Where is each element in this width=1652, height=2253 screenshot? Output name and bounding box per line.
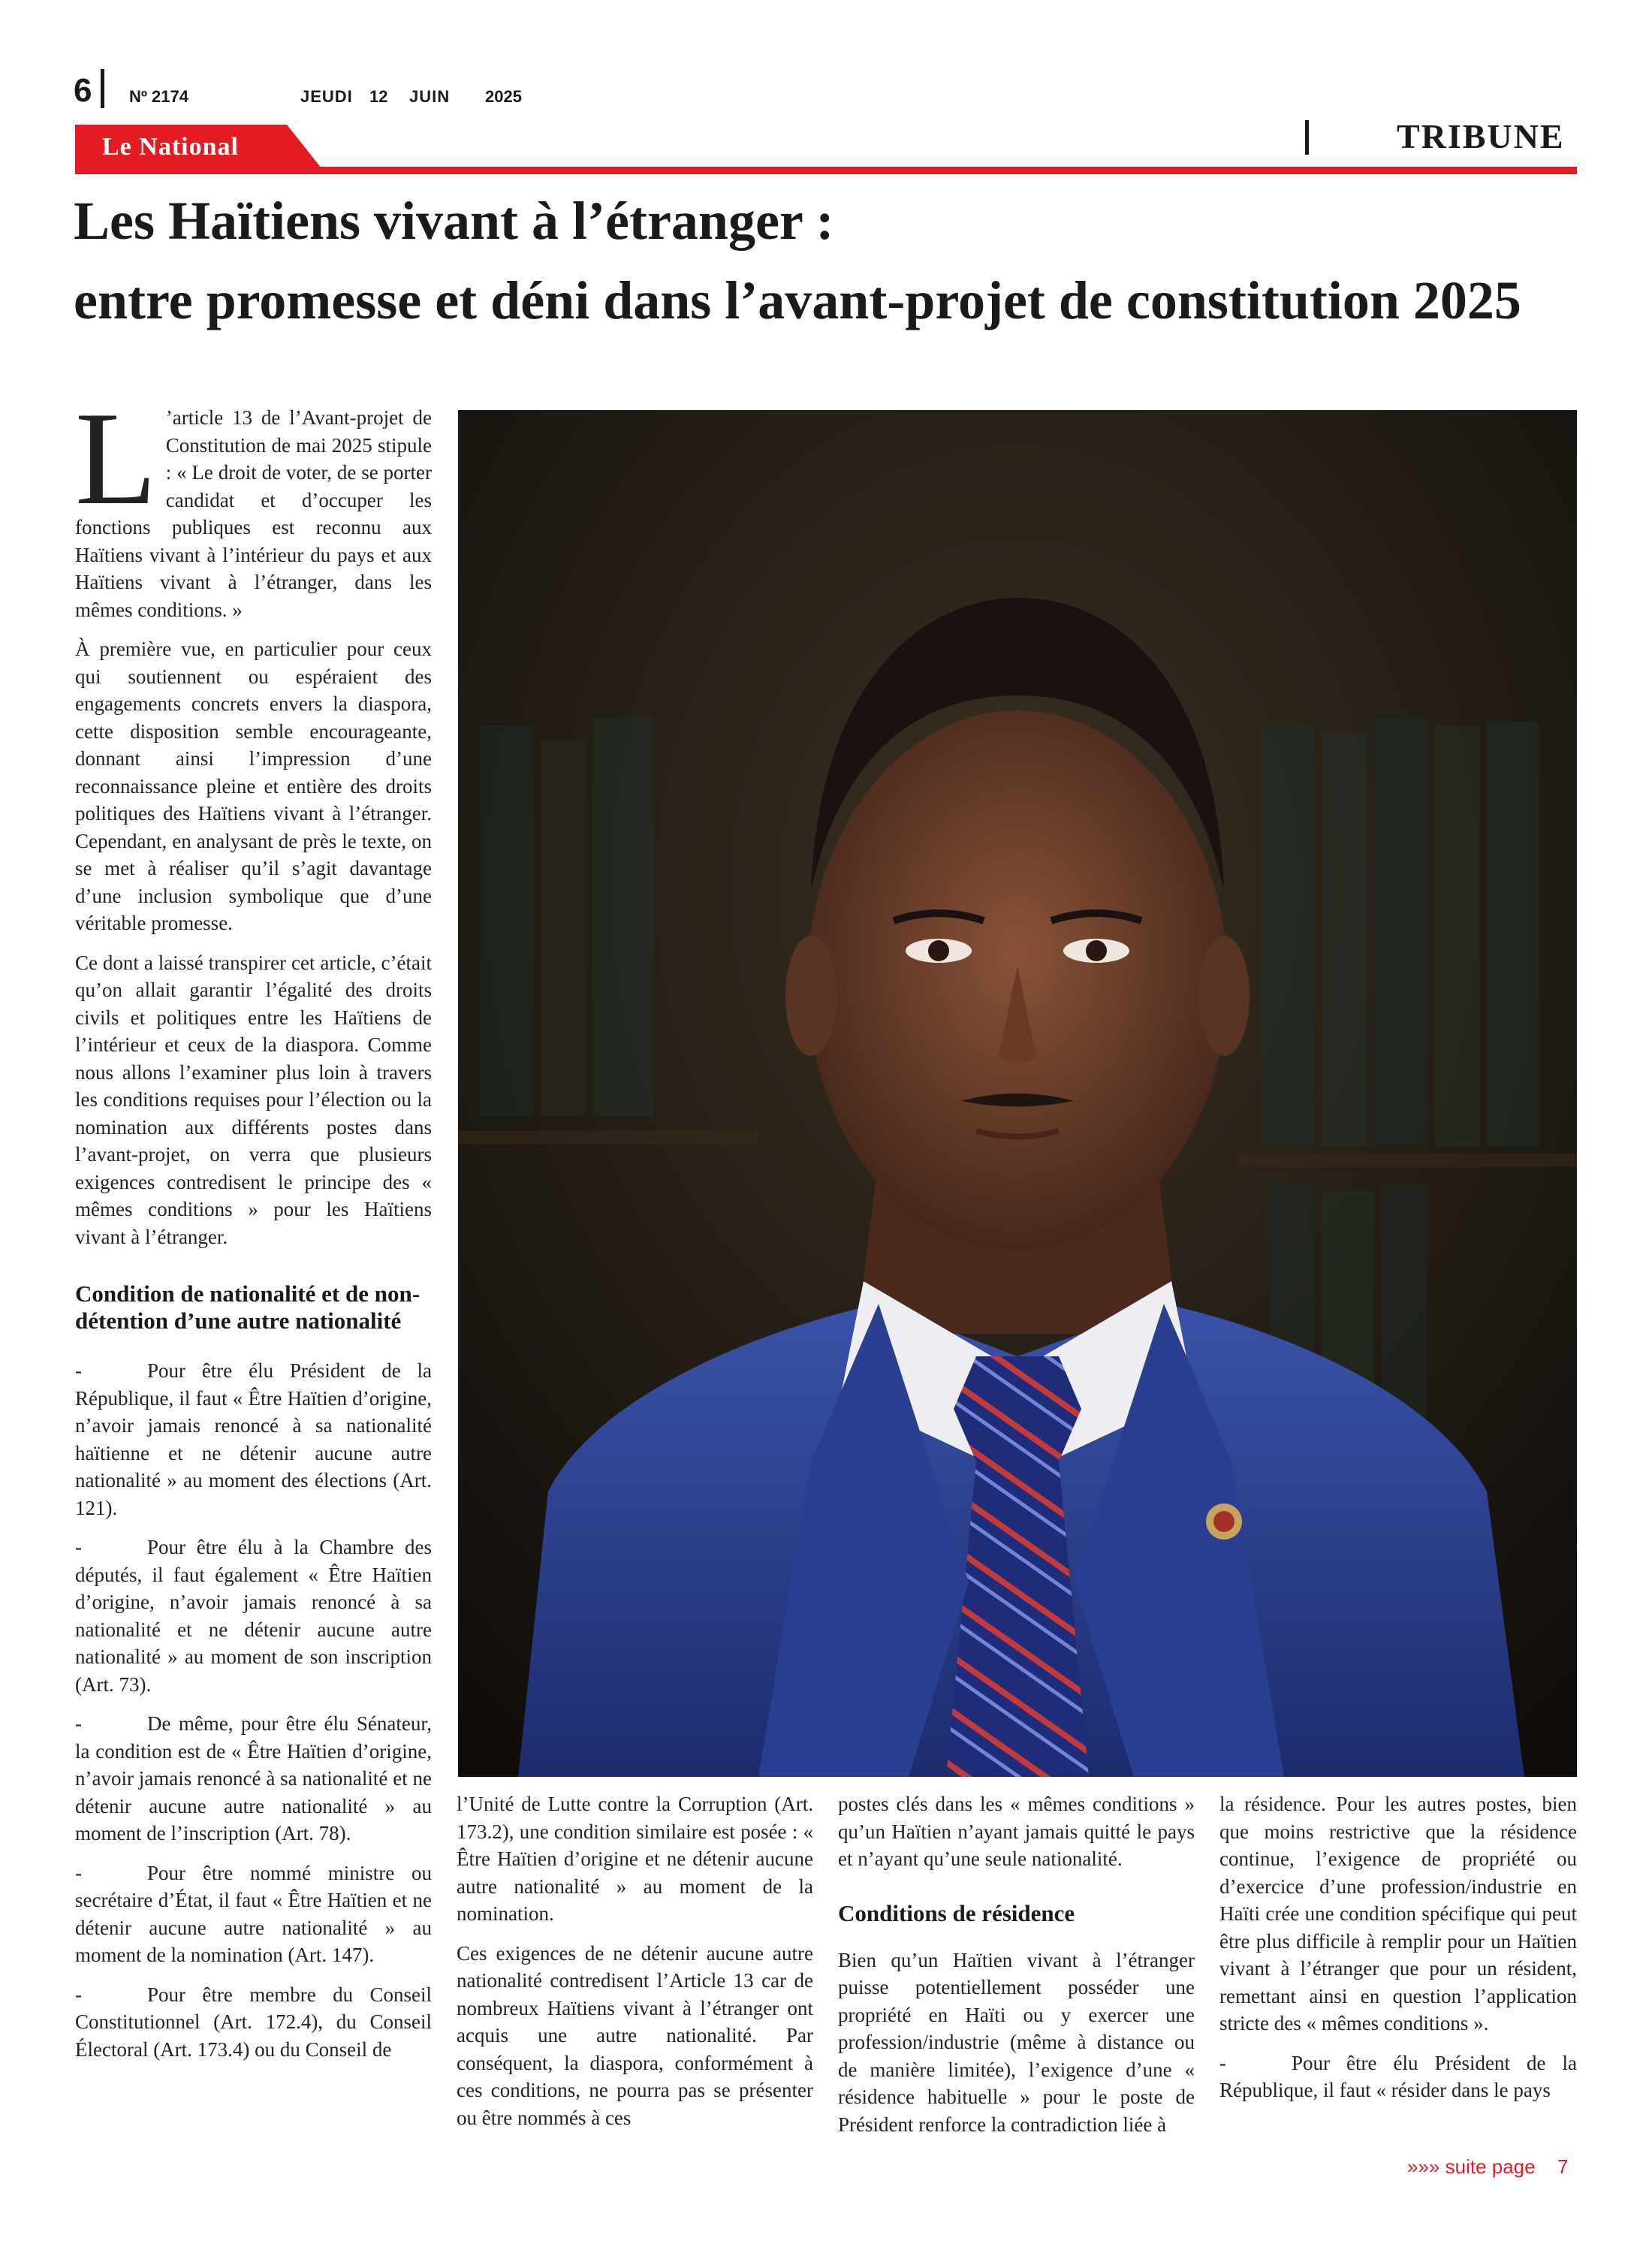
bullet-text: De même, pour être élu Sénateur, la condition est de « Être Haïtien d’origine, n’avoir jamais renoncé à sa nationalité et ne détenir aucune autre nationalité » au moment de l’inscription (Art. 78). xyxy=(75,1712,432,1844)
issue-year: 2025 xyxy=(485,87,522,106)
bullet-dash: - xyxy=(75,1359,82,1382)
article-column-2 xyxy=(457,1790,813,2143)
bullet-text: Pour être élu à la Chambre des députés, il faut également « Être Haïtien d’origine, n’avoir jamais renoncé à sa nationalité et ne détenir aucune autre nationalité » au moment de son inscription (Art. 73). xyxy=(75,1536,432,1696)
page-number-divider xyxy=(101,69,104,108)
bullet-item xyxy=(75,1859,432,1969)
drop-cap: L xyxy=(75,384,157,532)
bullet-item xyxy=(75,1534,432,1698)
issue-day: JEUDI xyxy=(300,87,353,106)
paragraph: l’Unité de Lutte contre la Corruption (Art. 173.2), une condition similaire est posée : « Être Haïtien d’origine et ne détenir aucune autre nationalité » au moment de la nomination. xyxy=(457,1793,813,1925)
article-column-4 xyxy=(1219,1790,1577,2116)
bullet-dash: - xyxy=(1219,2051,1226,2074)
bullet-item xyxy=(75,1357,432,1522)
intro-paragraph xyxy=(75,384,432,623)
section-divider xyxy=(1305,120,1309,155)
paragraph: postes clés dans les « mêmes conditions » qu’un Haïtien n’ayant jamais quitté le pays et n’ayant qu’une seule nationalité. xyxy=(838,1793,1195,1870)
paragraph: Bien qu’un Haïtien vivant à l’étranger puisse potentiellement posséder une propriété en Haïti ou y exercer une profession/industrie (même à distance ou de manière limitée), l’exigence d’une « résidence habituelle » pour le poste de Président renforce la contradiction liée à xyxy=(838,1948,1195,2136)
bullet-text: Pour être élu Président de la République, il faut « résider dans le pays xyxy=(1219,2051,1577,2101)
subheading-nationality: Condition de nationalité et de non-détention d’une autre nationalité xyxy=(75,1280,421,1334)
bullet-text: Pour être élu Président de la République, il faut « Être Haïtien d’origine, n’avoir jamais renoncé à sa nationalité haïtienne et ne détenir aucune autre nationalité » au moment des élections (Art. 121). xyxy=(75,1359,432,1519)
continued-on-label: »»» suite page xyxy=(1407,2155,1536,2178)
bullet-dash: - xyxy=(75,1536,82,1558)
header-rule xyxy=(75,167,1577,174)
headline-line-1: Les Haïtiens vivant à l’étranger : xyxy=(74,191,834,251)
issue-date: 12 xyxy=(369,87,388,106)
bullet-dash: - xyxy=(75,1983,82,2006)
subheading-residence: Conditions de résidence xyxy=(838,1899,1075,1926)
bullet-dash: - xyxy=(75,1861,82,1884)
paragraph: Ce dont a laissé transpirer cet article, c’était qu’on allait garantir l’égalité des droits civils et politiques entre les Haïtiens de l’intérieur et ceux de la diaspora. Comme nous allons l’examiner plus loin à travers les conditions requises pour l’élection ou la nomination aux différents postes dans l’avant-projet, on verra que plusieurs exigences contredisent le principe des « mêmes conditions » pour les Haïtiens vivant à l’étranger. xyxy=(75,951,432,1248)
bullet-item xyxy=(1219,2049,1577,2104)
paragraph: À première vue, en particulier pour ceux qui soutiennent ou espéraient des engagements concrets envers la diaspora, cette disposition semble encourageante, donnant ainsi l’impression d’une reconnaissance pleine et entière des droits politiques des Haïtiens vivant à l’étranger. Cependant, en analysant de près le texte, on se met à réaliser qu’il s’agit davantage d’une inclusion symbolique que d’une véritable promesse. xyxy=(75,638,432,934)
article-column-1 xyxy=(75,384,432,2075)
issue-number: Nº 2174 xyxy=(129,87,188,106)
bullet-item xyxy=(75,1981,432,2064)
portrait-photo xyxy=(458,410,1577,1777)
bullet-dash: - xyxy=(75,1712,82,1735)
bullet-item xyxy=(75,1710,432,1847)
paragraph: la résidence. Pour les autres postes, bien que moins restrictive que la résidence continue, l’exigence de propriété ou d’exercice d’une profession/industrie en Haïti crée une condition spécifique qui peut être plus difficile à remplir pour un Haïtien vivant à l’étranger que pour un résident, remettant ainsi en question l’application stricte des « mêmes conditions ». xyxy=(1219,1793,1577,2034)
issue-month: JUIN xyxy=(409,87,451,106)
article-column-3 xyxy=(838,1790,1195,2150)
bullet-text: Pour être membre du Conseil Constitutionnel (Art. 172.4), du Conseil Électoral (Art. 173.4) ou du Conseil de xyxy=(75,1983,432,2061)
paragraph: Ces exigences de ne détenir aucune autre nationalité contredisent l’Article 13 car de nombreux Haïtiens vivant à l’étranger ont acquis une autre nationalité. Par conséquent, la diaspora, conformément à ces conditions, ne pourra pas se présenter ou être nommés à ces xyxy=(457,1941,813,2129)
newspaper-name: Le National xyxy=(102,133,239,161)
section-label: TRIBUNE xyxy=(1397,117,1565,155)
page-number: 6 xyxy=(74,72,92,109)
continued-page-number: 7 xyxy=(1557,2155,1569,2178)
paragraph-text: ’article 13 de l’Avant-projet de Constitution de mai 2025 stipule : « Le droit de voter, de se porter candidat et d’occuper les fonctions publiques est reconnu aux Haïtiens vivant à l’intérieur du pays et aux Haïtiens vivant à l’étranger, dans les mêmes conditions. » xyxy=(75,406,432,621)
headline-line-2: entre promesse et déni dans l’avant-projet de constitution 2025 xyxy=(74,270,1521,330)
bullet-text: Pour être nommé ministre ou secrétaire d’État, il faut « Être Haïtien et ne détenir aucune autre nationalité » au moment de la nomination (Art. 147). xyxy=(75,1861,432,1966)
